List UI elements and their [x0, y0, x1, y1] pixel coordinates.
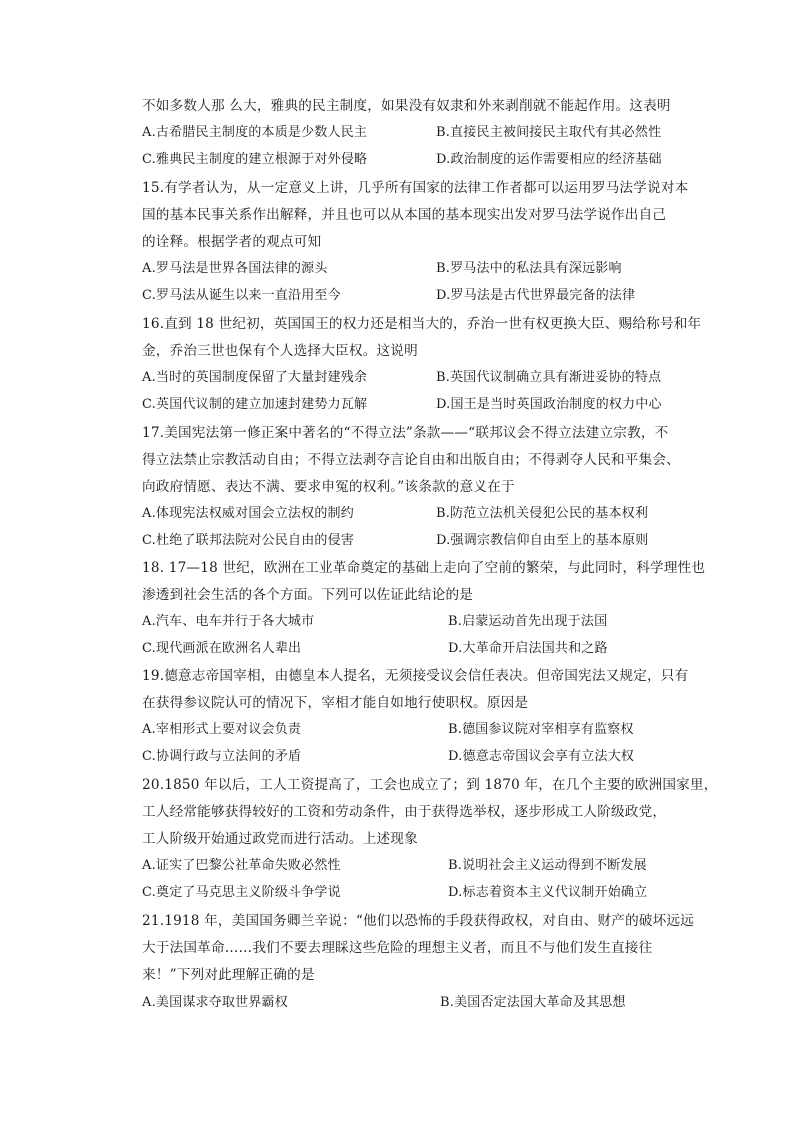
q19-option-c: C.协调行政与立法间的矛盾 [142, 749, 302, 764]
q20-stem-line-2: 工人经常能够获得较好的工资和劳动条件，由于获得选举权，逐步形成工人阶级政党， [142, 804, 667, 820]
q21-stem-line-2: 大于法国革命……我们不要去理睬这些危险的理想主义者，而且不与他们发生直接往 [142, 940, 653, 956]
q17-stem-line-1: 17.美国宪法第一修正案中著名的“不得立法”条款——“联邦议会不得立法建立宗教，不 [142, 425, 669, 441]
q20-option-d: D.标志着资本主义代议制开始确立 [448, 885, 648, 900]
q18-stem-line-2: 渗透到社会生活的各个方面。下列可以佐证此结论的是 [142, 587, 474, 603]
q16-stem-line-2: 金，乔治三世也保有个人选择大臣权。这说明 [142, 343, 418, 359]
q20-option-c: C.奠定了马克思主义阶级斗争学说 [142, 885, 341, 900]
q21-stem-line-3: 来！”下列对此理解正确的是 [142, 967, 315, 983]
q19-option-b: B.德国参议院对宰相享有监察权 [448, 722, 634, 737]
q18-option-c: C.现代画派在欧洲名人辈出 [142, 641, 302, 656]
q16-stem-line-1: 16.直到 18 世纪初，英国国王的权力还是相当大的，乔治一世有权更换大臣、赐给称号和年 [142, 316, 702, 332]
q15-option-d: D.罗马法是古代世界最完备的法律 [436, 288, 636, 303]
q17-option-c: C.杜绝了联邦法院对公民自由的侵害 [142, 533, 355, 548]
q17-stem-line-2: 得立法禁止宗教活动自由；不得立法剥夺言论自由和出版自由；不得剥夺人民和平集会、 [142, 452, 680, 468]
q16-option-d: D.国王是当时英国政治制度的权力中心 [436, 397, 662, 412]
q21-option-b: B.美国否定法国大革命及其思想 [440, 995, 626, 1010]
q17-option-d: D.强调宗教信仰自由至上的基本原则 [436, 533, 649, 548]
q14-option-a: A.古希腊民主制度的本质是少数人民主 [142, 125, 368, 140]
q21-stem-line-1: 21.1918 年，美国国务卿兰辛说：“他们以恐怖的手段获得政权，对自由、财产的破坏远远 [142, 913, 695, 929]
q19-option-d: D.德意志帝国议会享有立法大权 [448, 749, 635, 764]
q16-option-c: C.英国代议制的建立加速封建势力瓦解 [142, 397, 368, 412]
q15-stem-line-1: 15.有学者认为，从一定意义上讲，几乎所有国家的法律工作者都可以运用罗马法学说对本 [142, 180, 689, 196]
q14-stem-continuation: 不如多数人那 么大，雅典的民主制度，如果没有奴隶和外来剥削就不能起作用。这表明 [142, 98, 671, 114]
q16-option-a: A.当时的英国制度保留了大量封建残余 [142, 370, 368, 385]
q18-option-b: B.启蒙运动首先出现于法国 [448, 614, 608, 629]
q15-stem-line-3: 的诠释。根据学者的观点可知 [142, 234, 322, 250]
q14-option-d: D.政治制度的运作需要相应的经济基础 [436, 152, 662, 167]
q18-option-a: A.汽车、电车并行于各大城市 [142, 614, 315, 629]
q19-option-a: A.宰相形式上要对议会负责 [142, 722, 302, 737]
q19-stem-line-2: 在获得参议院认可的情况下，宰相才能自如地行使职权。原因是 [142, 695, 529, 711]
q18-option-d: D.大革命开启法国共和之路 [448, 641, 608, 656]
q20-option-a: A.证实了巴黎公社革命失败必然性 [142, 858, 341, 873]
q16-option-b: B.英国代议制确立具有渐进妥协的特点 [436, 370, 662, 385]
q14-option-c: C.雅典民主制度的建立根源于对外侵略 [142, 152, 368, 167]
q20-option-b: B.说明社会主义运动得到不断发展 [448, 858, 647, 873]
q15-option-b: B.罗马法中的私法具有深远影响 [436, 261, 622, 276]
q17-option-b: B.防范立法机关侵犯公民的基本权利 [436, 506, 649, 521]
q18-stem-line-1: 18. 17—18 世纪，欧洲在工业革命奠定的基础上走向了空前的繁荣，与此同时，科学理性也 [142, 560, 706, 576]
q15-option-c: C.罗马法从诞生以来一直沿用至今 [142, 288, 341, 303]
q19-stem-line-1: 19.德意志帝国宰相，由德皇本人提名，无须接受议会信任表决。但帝国宪法又规定，只有 [142, 668, 689, 684]
q20-stem-line-1: 20.1850 年以后，工人工资提高了，工会也成立了；到 1870 年，在几个主要的欧洲国家里， [142, 777, 718, 793]
q17-stem-line-3: 向政府情愿、表达不满、要求申冤的权利。”该条款的意义在于 [142, 479, 515, 495]
q15-stem-line-2: 国的基本民事关系作出解释，并且也可以从本国的基本现实出发对罗马法学说作出自己 [142, 207, 667, 223]
q21-option-a: A.美国谋求夺取世界霸权 [142, 995, 288, 1010]
q17-option-a: A.体现宪法权威对国会立法权的制约 [142, 506, 354, 521]
q20-stem-line-3: 工人阶级开始通过政党而进行活动。上述现象 [142, 831, 418, 847]
q15-option-a: A.罗马法是世界各国法律的源头 [142, 261, 328, 276]
q14-option-b: B.直接民主被间接民主取代有其必然性 [436, 125, 662, 140]
